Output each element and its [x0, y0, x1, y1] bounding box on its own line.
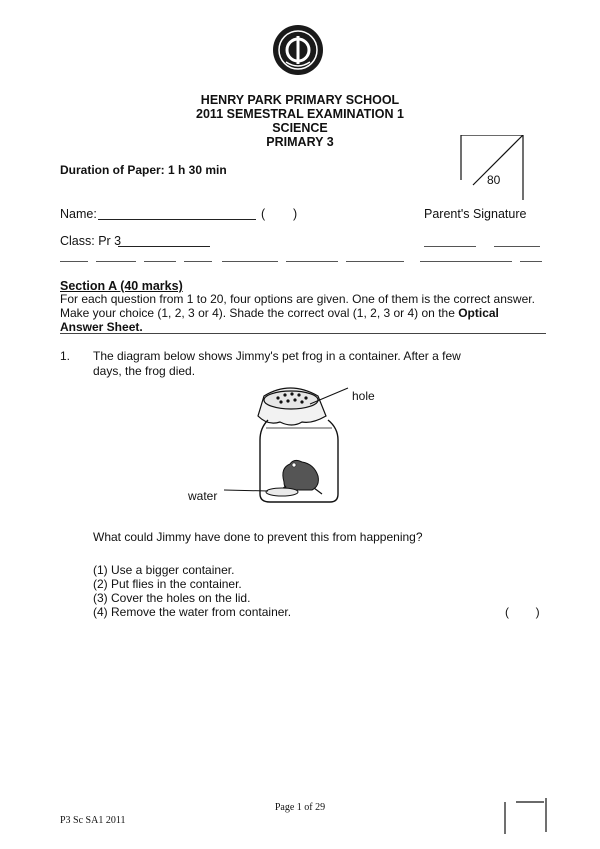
class-answer-line[interactable] [118, 246, 210, 247]
total-marks: 80 [487, 173, 501, 187]
question-stem-line2: days, the frog died. [93, 364, 196, 378]
answer-option-1: (1) Use a bigger container. [93, 563, 235, 577]
separator-dash [420, 261, 512, 262]
hole-label: hole [352, 389, 375, 403]
answer-paren[interactable]: ( ) [505, 605, 540, 619]
separator-dash [144, 261, 176, 262]
instructions-text: Make your choice (1, 2, 3 or 4). Shade the correct oval (1, 2, 3 or 4) on the [60, 306, 459, 320]
class-label: Class: Pr 3 [60, 234, 122, 248]
question-stem-line1: The diagram below shows Jimmy's pet frog in a container. After a few [93, 349, 461, 363]
subject-title: SCIENCE [272, 121, 328, 135]
separator-dash [346, 261, 404, 262]
school-name: HENRY PARK PRIMARY SCHOOL [200, 93, 400, 107]
question-prompt: What could Jimmy have done to prevent this from happening? [93, 530, 423, 544]
page-marks-box [504, 798, 548, 834]
exam-title: 2011 SEMESTRAL EXAMINATION 1 [196, 107, 404, 121]
separator-dash [60, 261, 88, 262]
paper-code: P3 Sc SA1 2011 [60, 815, 126, 826]
section-title: Section A (40 marks) [60, 279, 183, 293]
duration-label: Duration of Paper: 1 h 30 min [60, 163, 227, 177]
total-marks-box [460, 135, 524, 200]
instructions-bold-text: Optical [458, 306, 499, 320]
section-instructions-line1: For each question from 1 to 20, four options are given. One of them is the correct answer. [60, 292, 535, 306]
answer-option-3: (3) Cover the holes on the lid. [93, 591, 251, 605]
signature-line-left [424, 246, 476, 247]
register-number-paren: ( ) [261, 207, 298, 221]
separator-dash [96, 261, 136, 262]
answer-option-4: (4) Remove the water from container. [93, 605, 292, 619]
water-label: water [188, 489, 218, 503]
section-underline [60, 333, 546, 334]
separator-dash [286, 261, 338, 262]
name-answer-line[interactable] [98, 219, 256, 220]
question-number: 1. [60, 349, 71, 363]
parent-signature-label: Parent's Signature [424, 207, 527, 221]
separator-dash [184, 261, 212, 262]
answer-option-2: (2) Put flies in the container. [93, 577, 242, 591]
level-title: PRIMARY 3 [266, 135, 334, 149]
school-crest-logo [272, 24, 324, 76]
section-instructions-line3: Answer Sheet. [60, 320, 143, 334]
page-number: Page 1 of 29 [274, 802, 326, 813]
separator-dash [520, 261, 542, 262]
separator-dash [222, 261, 278, 262]
section-instructions-line2 [60, 306, 499, 320]
signature-line-right [494, 246, 540, 247]
name-label: Name: [60, 207, 97, 221]
